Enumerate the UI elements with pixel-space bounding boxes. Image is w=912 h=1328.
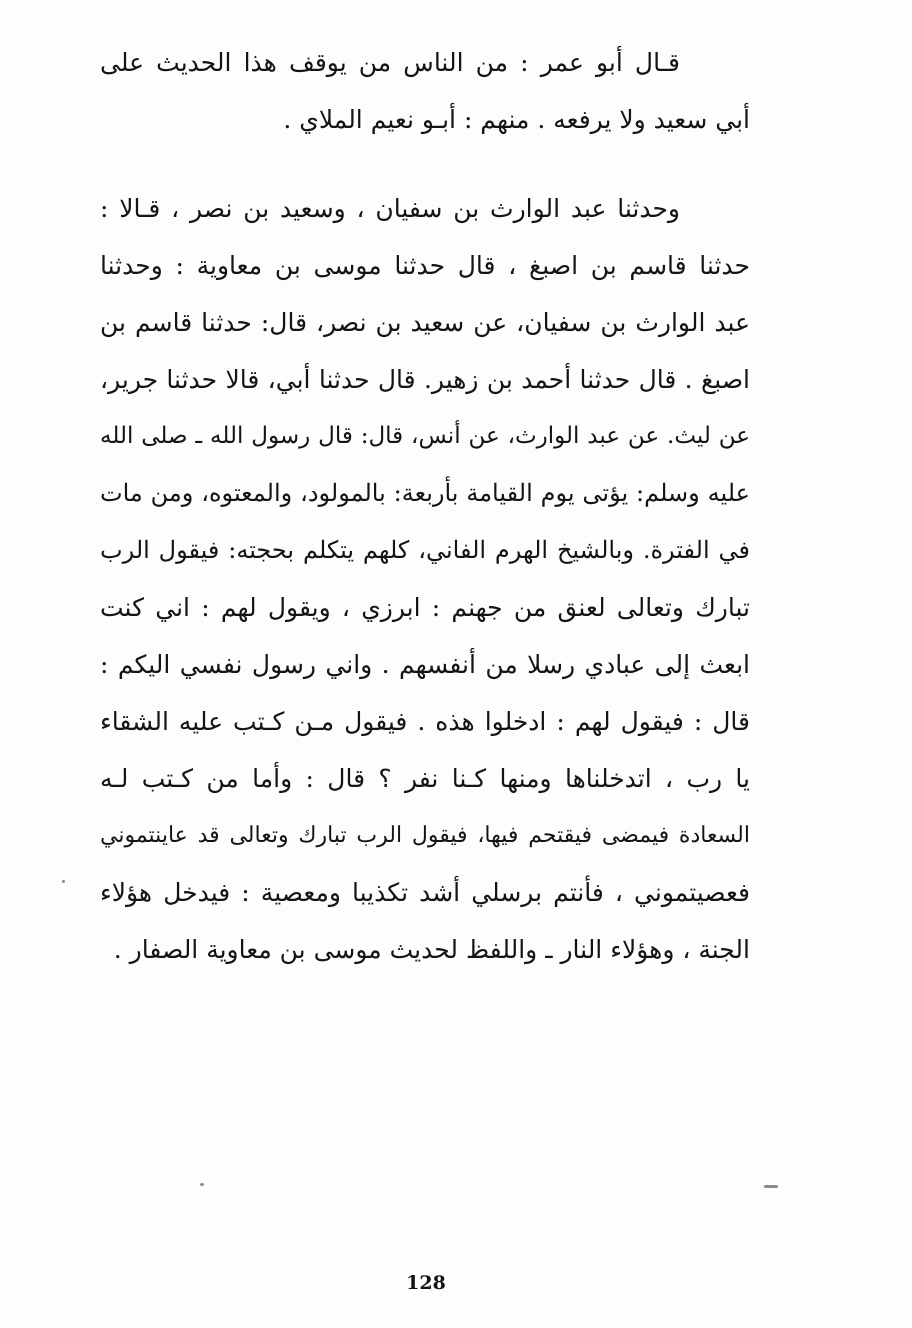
paragraph-2 [100, 180, 750, 978]
text-line: عليه وسلم: يؤتى يوم القيامة بأربعة: بالمولود، والمعتوه، ومن مات [100, 479, 750, 507]
paragraph-1 [100, 34, 750, 148]
page-number: 128 [406, 1272, 446, 1294]
text-line: في الفترة. وبالشيخ الهرم الفاني، كلهم يتكلم بحجته: فيقول الرب [100, 536, 751, 564]
text-line: عن ليث. عن عبد الوارث، عن أنس، قال: قال رسول الله ـ صلى الله [100, 423, 750, 449]
text-line: يا رب ، اتدخلناها ومنها كـنا نفر ؟ قال : وأما من كـتب لـه [100, 764, 750, 793]
text-line: اصبغ . قال حدثنا أحمد بن زهير. قال حدثنا أبي، قالا حدثنا جرير، [100, 365, 750, 394]
scan-speck [764, 1185, 778, 1188]
scan-speck [200, 1183, 204, 1186]
text-line: ابعث إلى عبادي رسلا من أنفسهم . واني رسول نفسي اليكم : [100, 650, 750, 679]
scan-speck [62, 880, 65, 883]
text-line: أبي سعيد ولا يرفعه . منهم : أبـو نعيم الملاي . [283, 105, 750, 134]
text-line: حدثنا قاسم بن اصبغ ، قال حدثنا موسى بن معاوية : وحدثنا [100, 251, 750, 280]
text-line: فعصيتموني ، فأنتم برسلي أشد تكذيبا ومعصية : فيدخل هؤلاء [100, 878, 750, 907]
text-line: تبارك وتعالى لعنق من جهنم : ابرزي ، ويقول لهم : اني كنت [100, 593, 750, 622]
text-line: قال : فيقول لهم : ادخلوا هذه . فيقول مـن كـتب عليه الشقاء [100, 707, 750, 736]
text-line: السعادة فيمضى فيقتحم فيها، فيقول الرب تبارك وتعالى قد عاينتموني [100, 823, 750, 848]
text-line: عبد الوارث بن سفيان، عن سعيد بن نصر، قال: حدثنا قاسم بن [100, 308, 750, 337]
text-line: قـال أبو عمر : من الناس من يوقف هذا الحديث على [100, 48, 680, 77]
text-line: وحدثنا عبد الوارث بن سفيان ، وسعيد بن نصر ، قـالا : [100, 194, 680, 223]
text-line: الجنة ، وهؤلاء النار ـ واللفظ لحديث موسى بن معاوية الصفار . [113, 935, 750, 964]
